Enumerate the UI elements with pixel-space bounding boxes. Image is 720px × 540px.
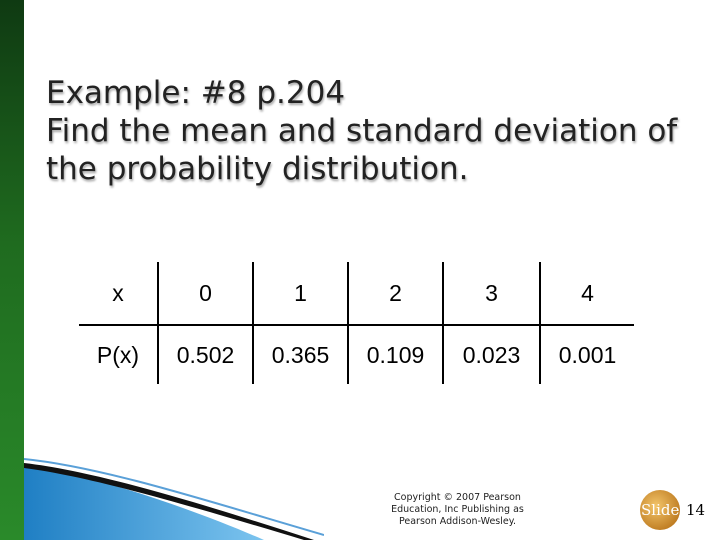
slide-title — [46, 74, 706, 188]
green-side-bar — [0, 0, 24, 540]
x-value-cell: 4 — [540, 262, 634, 325]
probability-distribution-table — [79, 262, 634, 384]
p-value-cell: 0.109 — [348, 325, 443, 384]
probability-row — [79, 325, 634, 384]
copyright-line: Education, Inc Publishing as — [391, 504, 524, 515]
x-value-cell: 2 — [348, 262, 443, 325]
p-value-cell: 0.365 — [253, 325, 348, 384]
copyright-line: Pearson Addison-Wesley. — [398, 516, 517, 527]
x-row — [79, 262, 634, 325]
title-line-2: Find the mean and standard deviation of — [46, 113, 678, 149]
copyright-notice — [370, 492, 545, 528]
decorative-swoosh — [24, 455, 324, 540]
p-label: P(x) — [96, 341, 140, 368]
x-value-cell: 3 — [443, 262, 540, 325]
slide-number: 14 — [686, 501, 706, 519]
title-line-3: the probability distribution. — [46, 151, 469, 187]
x-value-cell: 1 — [253, 262, 348, 325]
slide-label: Slide — [641, 501, 680, 519]
p-value-cell: 0.001 — [540, 325, 634, 384]
x-label: x — [79, 262, 158, 325]
title-line-1: Example: #8 p.204 — [46, 75, 346, 111]
p-value-cell: 0.502 — [158, 325, 253, 384]
copyright-line: Copyright © 2007 Pearson — [394, 492, 521, 503]
p-value-cell: 0.023 — [443, 325, 540, 384]
x-value-cell: 0 — [158, 262, 253, 325]
